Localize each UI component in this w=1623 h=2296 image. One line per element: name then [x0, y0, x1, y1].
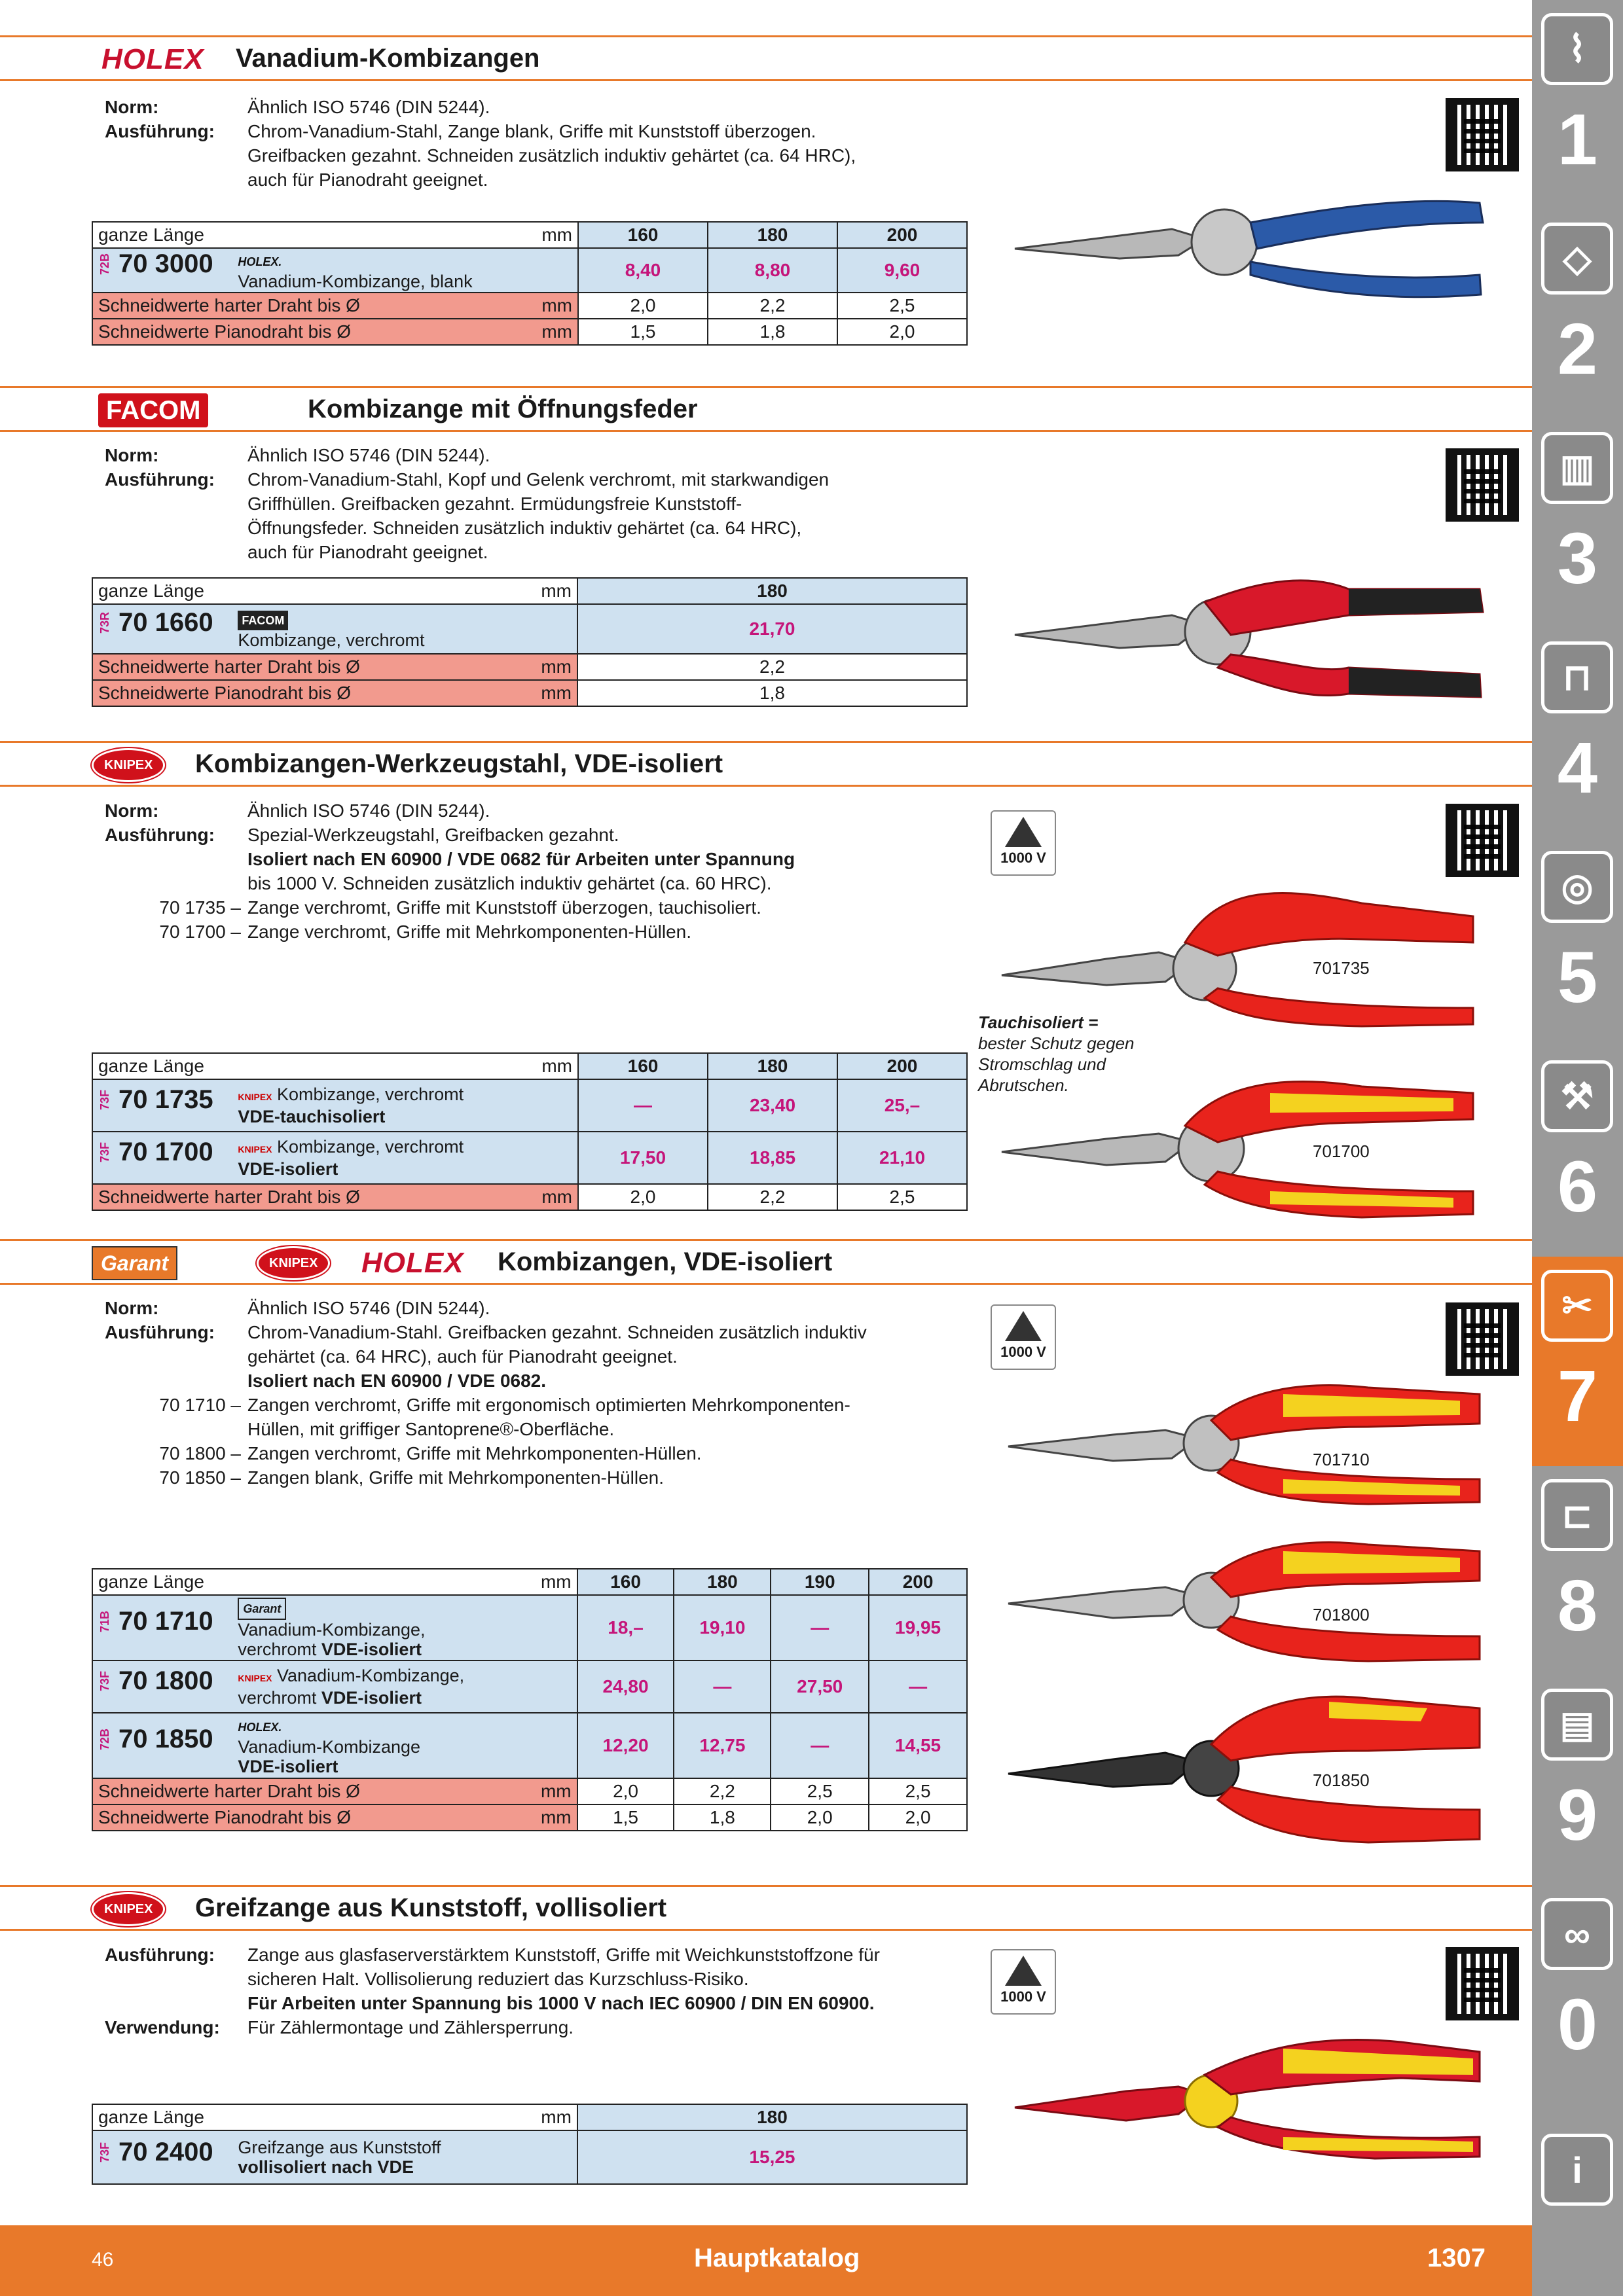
vde-badge: 1000 V [991, 810, 1056, 876]
qr-code[interactable] [1446, 448, 1519, 522]
footer [0, 2225, 1532, 2296]
tab-7[interactable]: ✂ 7 [1532, 1257, 1623, 1466]
qr-code[interactable] [1446, 804, 1519, 877]
section-header [0, 35, 1532, 81]
price: 9,60 [837, 248, 967, 293]
table-row[interactable]: 71B 70 1710 Garant Vanadium-Kombizange, verchromt VDE-isoliert 18,– 19,10 — 19,95 [92, 1595, 967, 1660]
product-table: ganze Länge mm 180 73F 70 2400 Greifzange aus Kunststoff vollisoliert nach VDE 15,25 [92, 2104, 968, 2185]
knipex-logo: KNIPEX [92, 748, 165, 782]
table-row: Schneidwerte Pianodraht bis Ø mm 1,5 1,8 2,0 2,0 [92, 1804, 967, 1831]
garant-logo: Garant [92, 1246, 177, 1280]
table-row: Schneidwerte harter Draht bis Ø mm 2,0 2,2 2,5 [92, 293, 967, 319]
price: 8,40 [578, 248, 708, 293]
qr-code[interactable] [1446, 98, 1519, 171]
image-label: 701800 [1313, 1605, 1370, 1624]
table-row: Schneidwerte Pianodraht bis Ø mm 1,5 1,8 2,0 [92, 319, 967, 345]
product-table: ganze Länge mm 160 180 190 200 71B 70 1710 Garant Vanadium-Kombizange, verchromt VDE-isoliert 18,– 19,10 — 19,95 73F 70 1800 KNIPEX Vanadium-Kombizange, verchromt VDE-isoliert 24,80 — 27,50 — 72B 70 1850 HOLEX. Vanadium-Kombizange VDE-isoliert 12,20 12,75 — 14,55 Schneidwerte harter Draht bis Ø mm 2,0 2,2 2,5 2,5 Schneidwerte Pianodraht bis Ø mm 1,5 1,8 2,0 2,0 [92, 1568, 968, 1831]
pliers-image [1008, 2029, 1493, 2160]
tab-8[interactable]: ⊏ 8 [1532, 1466, 1623, 1676]
price: 8,80 [708, 248, 837, 293]
product-table: ganze Länge mm 160 180 200 72B 70 3000 HOLEX. Vanadium-Kombizange, blank 8,40 8,80 9,60 Schneidwerte harter Draht bis Ø mm 2,0 2,2 2,5 Schneidwerte Pianodraht bis Ø mm 1,5 1,8 2,0 [92, 221, 968, 346]
product-table: ganze Länge mm 180 73R 70 1660 FACOM Kombizange, verchromt 21,70 Schneidwerte harter Draht bis Ø mm 2,2 Schneidwerte Pianodraht bis Ø mm 1,8 [92, 577, 968, 707]
table-row[interactable]: 72B 70 3000 HOLEX. Vanadium-Kombizange, blank 8,40 8,80 9,60 [92, 248, 967, 293]
section-header [0, 741, 1532, 787]
wrench-icon: ⚒ [1541, 1060, 1613, 1132]
pliers-image [1002, 1374, 1499, 1505]
table-row[interactable]: 73F 70 2400 Greifzange aus Kunststoff vollisoliert nach VDE 15,25 [92, 2130, 967, 2184]
qr-code[interactable] [1446, 1947, 1519, 2020]
pliers-icon: ✂ [1541, 1270, 1613, 1342]
section-description: Norm: Ähnlich ISO 5746 (DIN 5244). Ausführung: Chrom-Vanadium-Stahl, Kopf und Gelenk verchromt, mit starkwandigen Griffhüllen. Greifbacken gezahnt. Ermüdungsfreie Kunststoff- Öffnungsfeder. Schneiden zusätzlich induktiv gehärtet (ca. 64 HRC), auch für Pianodraht geeignet. [105, 445, 830, 562]
image-label: 701710 [1313, 1450, 1370, 1469]
section-description: Norm: Ähnlich ISO 5746 (DIN 5244). Ausführung: Spezial-Werkzeugstahl, Greifbacken gezahnt. Isoliert nach EN 60900 / VDE 0682 für Arbeiten unter Spannung bis 1000 V. Schneiden zusätzlich induktiv gehärtet (ca. 60 HRC). 70 1735 – Zange verchromt, Griffe mit Kunststoff überzogen, tauchisoliert. 70 1700 – Zange verchromt, Griffe mit Mehrkomponenten-Hüllen. [105, 800, 795, 942]
info-icon: i [1541, 2134, 1613, 2206]
tab-info[interactable] [1532, 2121, 1623, 2291]
article-number: 70 3000 [119, 249, 213, 279]
pliers-image [1008, 563, 1493, 713]
section-title: Kombizangen, VDE-isoliert [498, 1247, 833, 1276]
section-header [0, 1885, 1532, 1931]
page-number: 1307 [1427, 2244, 1486, 2272]
hand-truck-icon: ⊏ [1541, 1479, 1613, 1551]
vde-badge: 1000 V [991, 1949, 1056, 2015]
vde-badge: 1000 V [991, 1304, 1056, 1370]
section-description: Norm: Ähnlich ISO 5746 (DIN 5244). Ausführung: Chrom-Vanadium-Stahl. Greifbacken gezahnt. Schneiden zusätzlich induktiv gehärtet (ca. 64 HRC), auch für Pianodraht geeignet. Isoliert nach EN 60900 / VDE 0682. 70 1710 – Zangen verchromt, Griffe mit ergonomisch optimierten Mehrkomponenten- Hüllen, mit griffiger Santoprene®-Oberfläche. 70 1800 – Zangen verchromt, Griffe mit Mehrkomponenten-Hüllen. 70 1850 – Zangen blank, Griffe mit Mehrkomponenten-Hüllen. [105, 1298, 867, 1488]
section-header [0, 386, 1532, 432]
pliers-image [995, 1073, 1506, 1224]
tap-icon: ▥ [1541, 432, 1613, 504]
section-title: Kombizangen-Werkzeugstahl, VDE-isoliert [195, 749, 723, 778]
image-label: 701700 [1313, 1141, 1370, 1161]
drill-icon: ⌇ [1541, 13, 1613, 85]
pliers-image [1002, 1689, 1499, 1846]
table-row[interactable]: 73F 70 1700 KNIPEX Kombizange, verchromt VDE-isoliert 17,50 18,85 21,10 [92, 1132, 967, 1184]
tab-5[interactable]: ◎ 5 [1532, 838, 1623, 1047]
pliers-image [1002, 1532, 1499, 1669]
cabinet-icon: ▤ [1541, 1689, 1613, 1761]
holex-logo: HOLEX [361, 1247, 464, 1279]
page-ref: 46 [92, 2249, 114, 2270]
section-title: Vanadium-Kombizangen [236, 44, 540, 73]
grinding-disc-icon: ◎ [1541, 851, 1613, 923]
holex-logo: HOLEX [101, 43, 204, 75]
tab-0[interactable]: ∞ 0 [1532, 1885, 1623, 2094]
qr-code[interactable] [1446, 1302, 1519, 1376]
table-row[interactable]: 73R 70 1660 FACOM Kombizange, verchromt 21,70 [92, 604, 967, 654]
image-label: 701850 [1313, 1770, 1370, 1790]
tab-9[interactable]: ▤ 9 [1532, 1676, 1623, 1885]
tab-4[interactable]: ⊓ 4 [1532, 628, 1623, 838]
section-title: Greifzange aus Kunststoff, vollisoliert [195, 1893, 667, 1922]
table-row: Schneidwerte harter Draht bis Ø mm 2,0 2,2 2,5 2,5 [92, 1778, 967, 1804]
product-table: ganze Länge mm 160 180 200 73F 70 1735 KNIPEX Kombizange, verchromt VDE-tauchisoliert — 23,40 25,– 73F 70 1700 KNIPEX Kombizange, verchromt VDE-isoliert 17,50 18,85 21,10 Schneidwerte harter Draht bis Ø mm 2,0 2,2 2,5 [92, 1052, 968, 1211]
image-label: 701735 [1313, 958, 1370, 978]
table-row: Schneidwerte Pianodraht bis Ø mm 1,8 [92, 680, 967, 706]
pliers-image [1008, 177, 1493, 308]
section-description: Norm: Ähnlich ISO 5746 (DIN 5244). Ausführung: Chrom-Vanadium-Stahl, Zange blank, Griffe mit Kunststoff überzogen. Greifbacken gezahnt. Schneiden zusätzlich induktiv gehärtet (ca. 64 HRC), auch für Pianodraht geeignet. [105, 97, 856, 190]
section-title: Kombizange mit Öffnungsfeder [308, 395, 698, 423]
tab-2[interactable]: ◇ 2 [1532, 209, 1623, 419]
knipex-logo: KNIPEX [257, 1246, 330, 1280]
pliers-image [995, 877, 1506, 1028]
safety-glasses-icon: ∞ [1541, 1898, 1613, 1970]
table-row[interactable]: 73F 70 1800 KNIPEX Vanadium-Kombizange, verchromt VDE-isoliert 24,80 — 27,50 — [92, 1660, 967, 1713]
table-row: Schneidwerte harter Draht bis Ø mm 2,0 2,2 2,5 [92, 1184, 967, 1210]
table-row[interactable]: 73F 70 1735 KNIPEX Kombizange, verchromt VDE-tauchisoliert — 23,40 25,– [92, 1079, 967, 1132]
tab-3[interactable]: ▥ 3 [1532, 419, 1623, 628]
table-row[interactable]: 72B 70 1850 HOLEX. Vanadium-Kombizange VDE-isoliert 12,20 12,75 — 14,55 [92, 1713, 967, 1778]
section-header [0, 1239, 1532, 1285]
tab-1[interactable]: ⌇ 1 [1532, 0, 1623, 209]
table-row: Schneidwerte harter Draht bis Ø mm 2,2 [92, 654, 967, 680]
knipex-logo: KNIPEX [92, 1892, 165, 1926]
insert-icon: ◇ [1541, 223, 1613, 295]
catalog-title: Hauptkatalog [694, 2244, 860, 2272]
tauchisoliert-note: Tauchisoliert = bester Schutz gegen Stromschlag und Abrutschen. [978, 1013, 1135, 1095]
chapter-tabs [1532, 0, 1623, 2296]
caliper-icon: ⊓ [1541, 641, 1613, 713]
tab-6[interactable]: ⚒ 6 [1532, 1047, 1623, 1257]
section-description: Ausführung: Zange aus glasfaserverstärktem Kunststoff, Griffe mit Weichkunststoffzone für sicheren Halt. Vollisolierung reduziert das Kurzschluss-Risiko. Für Arbeiten unter Spannung bis 1000 V nach IEC 60900 / DIN EN 60900. Verwendung: Für Zählermontage und Zählersperrung. [105, 1945, 880, 2037]
facom-logo: FACOM [98, 393, 208, 427]
